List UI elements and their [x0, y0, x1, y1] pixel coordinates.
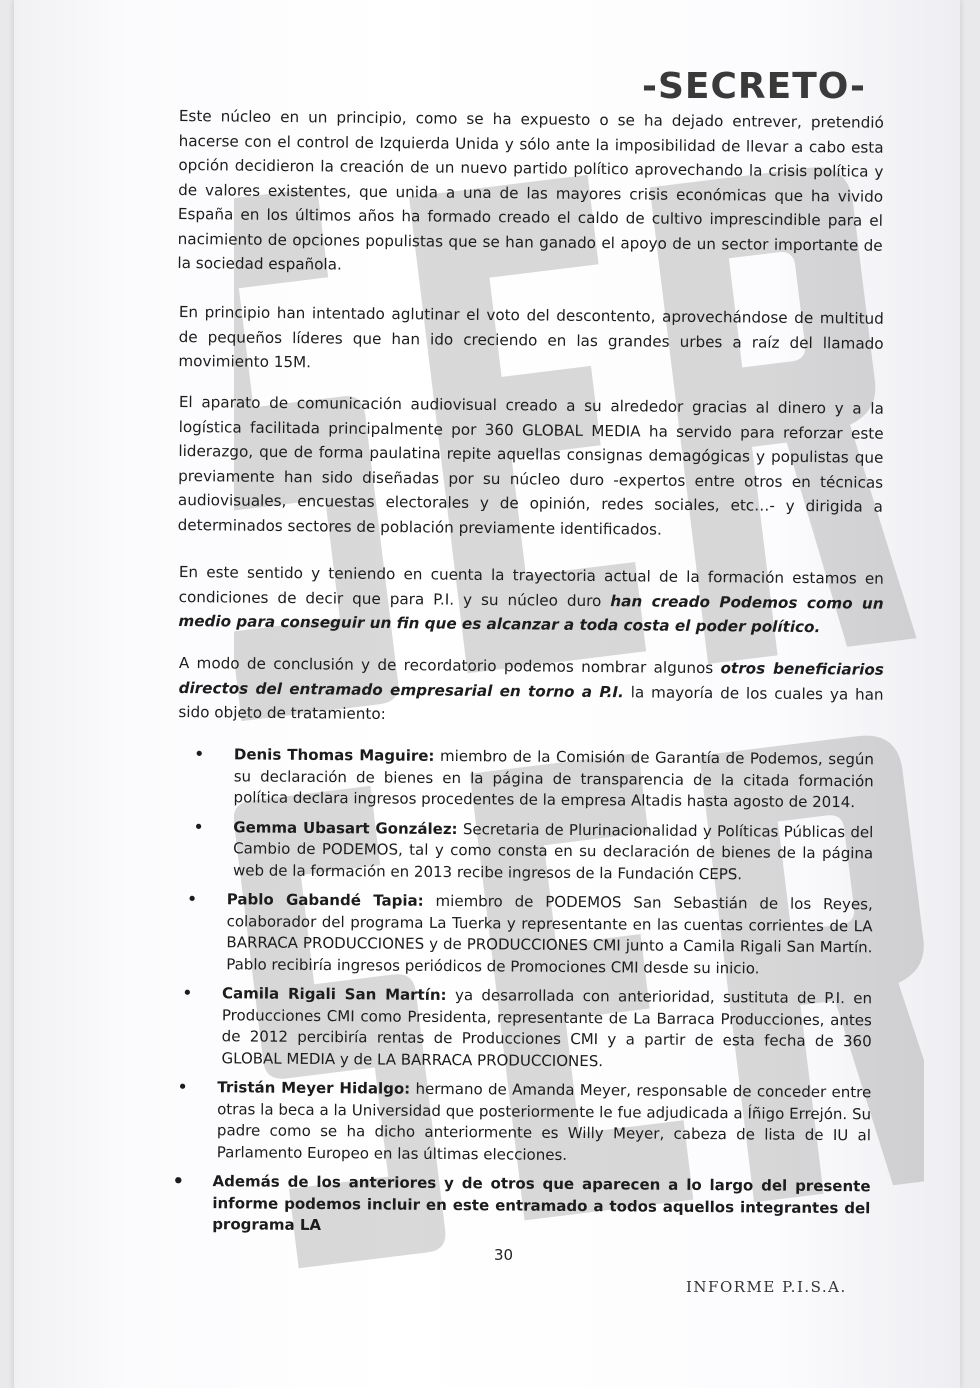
document-footer: INFORME P.I.S.A.: [686, 1278, 847, 1296]
beneficiaries-list: [172, 744, 874, 1249]
beneficiary-name: Pablo Gabandé Tapia:: [226, 890, 424, 910]
bullet-icon: •: [181, 982, 193, 1004]
list-item: [177, 1077, 872, 1168]
paragraph-1: Este núcleo en un principio, como se ha expuesto o se ha dejado entrever, pretendió hacerse con el control de Izquierda Unida y sólo ante la imposibilidad de llevar a cabo esta opción decidieron la creación de un nuevo partido político aprovechando la crisis política y de valores existentes, que unida a una de las mayores crisis económicas que ha vivido España en los últimos años ha formado creado el caldo de cultivo imprescindible para el nacimiento de opciones populistas que se han ganado el apoyo de un sector importante de la sociedad española.: [177, 106, 884, 274]
beneficiary-name: Gemma Ubasart González:: [233, 817, 458, 838]
paragraph-5-text-after: la mayoría de los cuales ya han sido objeto de tratamiento:: [178, 682, 884, 723]
list-item: [181, 983, 872, 1074]
beneficiary-description: hermano de Amanda Meyer, responsable de conceder entre otras la beca a la Universidad que posteriormente le fue adjudicada a Íñigo Errejón. Su padre como se ha dicho anteriormente es Willy Meyer, cabeza de lista de IU al Parlamento Europeo en las últimas elecciones.: [216, 1079, 872, 1164]
classification-stamp: -SECRETO-: [642, 66, 866, 107]
paragraph-4: [178, 560, 884, 640]
paragraph-5-emphasis: otros beneficiarios directos del entramado empresarial en torno a P.I.: [178, 659, 884, 701]
page-number: 30: [494, 1246, 514, 1264]
bullet-icon: •: [172, 1170, 185, 1192]
beneficiary-description: miembro de la Comisión de Garantía de Podemos, según su declaración de bienes en la página de transparencia de la citada formación política declara ingresos procedentes de la empresa Altadis hasta agosto de 2014.: [233, 746, 874, 812]
paragraph-5-text: A modo de conclusión y de recordatorio podemos nombrar algunos: [178, 653, 721, 678]
list-item: [193, 744, 873, 814]
beneficiary-name: Denis Thomas Maguire:: [233, 745, 435, 765]
list-item: [186, 889, 873, 980]
paragraph-4-emphasis: han creado Podemos como un medio para conseguir un fin que es alcanzar a toda costa el poder político.: [178, 591, 884, 637]
bullet-icon: •: [193, 816, 205, 838]
list-item: [172, 1171, 870, 1241]
beneficiary-description: ya desarrollada con anterioridad, sustituta de P.I. en Producciones CMI como Presidenta, representante de La Barraca Producciones, antes de 2012 percibiría rentas de Producciones CMI y a partir de esta fecha de 360 GLOBAL MEDIA y de LA BARRACA PRODUCCIONES.: [221, 985, 873, 1070]
beneficiary-description: miembro de PODEMOS San Sebastián de los Reyes, colaborador del programa La Tuerka y representante en las cuentas corrientes de LA BARRACA PRODUCCIONES y de PRODUCCIONES CMI junto a Camila Rigali San Martín. Pablo recibiría ingresos periódicos de Promociones CMI desde su inicio.: [226, 891, 873, 977]
bullet-icon: •: [193, 744, 205, 766]
beneficiary-name: Tristán Meyer Hidalgo:: [217, 1078, 411, 1098]
bullet-icon: •: [186, 888, 198, 911]
paragraph-5: [178, 651, 884, 731]
paragraph-2: En principio han intentado aglutinar el voto del descontento, aprovechándose de multitud de pequeños líderes que han ido creciendo en las grandes urbes a raíz del llamado movimiento 15M.: [178, 302, 884, 372]
document-page: [14, 0, 960, 1388]
list-item: [193, 816, 873, 886]
beneficiary-name: Camila Rigali San Martín:: [221, 984, 447, 1004]
bullet-icon: •: [177, 1076, 189, 1098]
paragraph-3: El aparato de comunicación audiovisual creado a su alrededor gracias al dinero y a la logística facilitada principalmente por 360 GLOBAL MEDIA ha servido para reforzar este liderazgo, que de forma paulatina repite aquellas consignas demagógicas y populistas que previamente han sido diseñadas por su núcleo duro -expertos entre otros en técnicas audiovisuales, encuestas electorales y de opinión, redes sociales, etc…- y dirigida a determinados sectores de población previamente identificados.: [177, 392, 884, 539]
beneficiary-description: Secretaria de Plurinacionalidad y Políticas Públicas del Cambio de PODEMOS, tal y como consta en su declaración de bienes de la página web de la formación en 2013 recibe ingresos de la Fundación CEPS.: [232, 819, 874, 883]
closing-bullet-text: Además de los anteriores y de otros que aparecen a lo largo del presente informe podemos incluir en este entramado a todos aquellos integrantes del programa LA: [212, 1172, 871, 1235]
paragraph-4-text: En este sentido y teniendo en cuenta la trayectoria actual de la formación estamos en condiciones de decir que para P.I. y su núcleo duro: [178, 562, 884, 610]
